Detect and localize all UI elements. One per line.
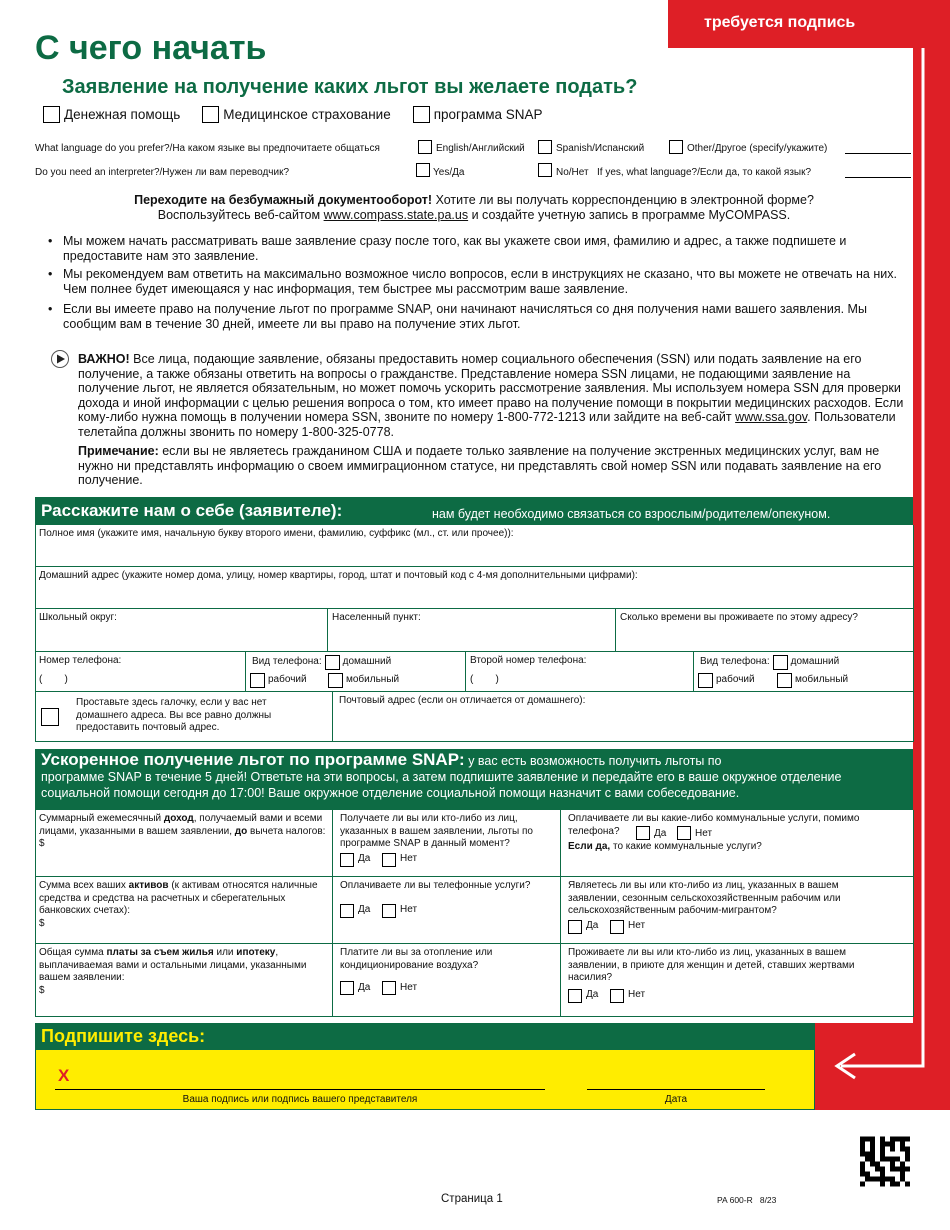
interpreter-language-question: If yes, what language?/Если да, то какой язык? [597,167,812,178]
phone-home-label: домашний [342,656,392,668]
utilities-question [568,813,898,838]
second-phone-home-checkbox[interactable] [773,655,788,670]
page-title: С чего начать [35,29,267,67]
interpreter-no-checkbox[interactable] [538,163,552,177]
paperless-text-1: Хотите ли вы получать корреспонденцию в электронной форме? [435,193,814,207]
no-home-address-cell [35,692,333,742]
mailing-address-field[interactable] [333,692,914,742]
how-long-field[interactable] [616,609,914,652]
compass-link[interactable]: www.compass.state.pa.us [323,207,469,222]
snap-assets-question [39,880,328,918]
q-rent-2: или [216,947,234,958]
paperless-notice [35,193,913,222]
shelter-question: Проживаете ли вы или кто-либо из лиц, указанных в вашем заявлении, в приюте для женщин и детей, ставших жертвами насилия? [568,947,855,983]
important-text: Все лица, подающие заявление, обязаны предоставить номер социального обеспечения (SSN) или подать заявление на его получение, а также обязаны ответить на вопросы о гражданстве. Представление номера SSN лицами, не подающими заявление на получение льгот, не является обязательным, но может помочь ускорить рассмотрение заявления. Мы используем номера SSN для проверки дохода и иной информации с целью решения вопроса о том, кто имеет право на получение помощи в покрытии медицинских расходов. Если кому-либо нужна помощь в получении номера SSN, звоните по номеру 1-800-772-1213 или зайдите на веб-сайт [78,352,904,424]
second-phone-work-checkbox[interactable] [698,673,713,688]
heating-cell [333,944,561,1017]
sign-header [35,1023,815,1050]
paperless-bold: Переходите на безбумажный документооборот! [134,193,433,207]
q-rent-1: Общая сумма [39,947,104,958]
no-home-address-checkbox[interactable] [41,708,59,726]
heating-yes-label: Да [358,981,371,993]
medical-insurance-label: Медицинское страхование [223,107,391,122]
note-paragraph [78,444,913,488]
mailing-address-label: Почтовый адрес (если он отличается от домашнего): [339,695,586,706]
phone-home-checkbox[interactable] [325,655,340,670]
play-arrow-icon [51,350,69,368]
date-label: Дата [664,1094,688,1105]
shelter-cell [561,944,914,1017]
interpreter-language-input[interactable] [845,164,911,178]
utilities-if-text: то какие коммунальные услуги? [612,841,762,852]
shelter-no-checkbox[interactable] [610,989,624,1003]
migrant-cell [561,877,914,944]
q-income-2: , получаемый вами и всеми лицами, указанными в вашем заявлении, [39,813,323,837]
snap-program-label: программа SNAP [433,107,543,122]
snap-rent-question [39,947,328,985]
interpreter-no-label: No/Нет [556,167,589,178]
heating-no-label: Нет [400,981,418,993]
signature-label: Ваша подпись или подпись вашего представителя [182,1094,418,1105]
snap-current-yes-checkbox[interactable] [340,853,354,867]
sign-title: Подпишите здесь: [41,1026,206,1046]
phone-services-yes-checkbox[interactable] [340,904,354,918]
qr-code-icon [860,1135,910,1188]
shelter-yes-label: Да [586,989,599,1001]
signature-required-text: требуется подпись [704,14,856,31]
ssa-link[interactable]: www.ssa.gov [735,410,808,424]
snap-current-cell [333,810,561,877]
q-income-b1: доход [163,813,194,824]
important-notice [78,352,913,439]
other-language-label: Other/Другое (specify/укажите) [687,143,828,154]
migrant-yes-checkbox[interactable] [568,920,582,934]
phone-mobile-label: мобильный [346,674,400,686]
phone-services-cell [333,877,561,944]
second-phone-type-cell [694,652,914,692]
medical-insurance-checkbox[interactable] [202,106,219,123]
school-district-field[interactable] [35,609,328,652]
rent-dollar: $ [39,984,45,996]
snap-title: Ускоренное получение льгот по программе SNAP: [41,750,465,769]
second-phone-mobile-label: мобильный [795,674,849,686]
snap-income-field[interactable] [35,810,333,877]
phone-field[interactable] [35,652,246,692]
spanish-label: Spanish/Испанский [556,143,645,154]
heating-no-checkbox[interactable] [382,981,396,995]
second-phone-work-label: рабочий [716,674,755,686]
city-field[interactable] [328,609,616,652]
paperless-text-3: и создайте учетную запись в программе MyCOMPASS. [471,207,791,222]
q-income-1: Суммарный ежемесячный [39,813,162,824]
full-name-field[interactable] [35,525,914,567]
phone-services-no-label: Нет [400,904,418,916]
migrant-no-label: Нет [628,920,646,932]
snap-income-question [39,813,328,838]
language-question: What language do you prefer?/На каком языке вы предпочитаете общаться [35,143,380,154]
english-label: English/Английский [436,143,525,154]
second-phone-home-label: домашний [790,656,840,668]
cash-assistance-checkbox[interactable] [43,106,60,123]
migrant-question: Являетесь ли вы или кто-либо из лиц, указанных в вашем заявлении, сезонным сельскохозяйственным рабочим или сельскохозяйственным рабочим-мигрантом? [568,880,841,916]
how-long-label: Сколько времени вы проживаете по этому адресу? [620,612,858,623]
second-phone-field[interactable] [466,652,694,692]
spanish-checkbox[interactable] [538,140,552,154]
phone-services-question: Оплачиваете ли вы телефонные услуги? [340,880,531,891]
english-checkbox[interactable] [418,140,432,154]
utilities-yes-label: Да [654,828,667,839]
utilities-no-label: Нет [695,828,713,839]
phone-work-checkbox[interactable] [250,673,265,688]
note-label: Примечание: [78,444,159,458]
second-phone-parens: ( ) [470,673,499,685]
phone-type-cell [246,652,466,692]
assets-dollar: $ [39,917,45,929]
snap-current-no-checkbox[interactable] [382,853,396,867]
snap-current-yes-label: Да [358,853,371,865]
other-language-checkbox[interactable] [669,140,683,154]
migrant-yes-label: Да [586,920,599,932]
heating-question: Платите ли вы за отопление или кондиционирование воздуха? [340,947,493,971]
full-name-label: Полное имя (укажите имя, начальную букву второго имени, фамилию, суффикс (мл., ст. или прочее)): [39,528,514,539]
page-number: Страница 1 [441,1193,503,1205]
phone-mobile-checkbox[interactable] [328,673,343,688]
second-phone-label: Второй номер телефона: [470,655,587,666]
form-code: PA 600-R 8/23 [717,1195,777,1205]
important-label: ВАЖНО! [78,352,130,366]
utilities-cell [561,810,914,877]
about-header [35,497,913,525]
snap-subtitle-1: у вас есть возможность получить льготы по [468,754,722,768]
cash-assistance-label: Денежная помощь [64,107,181,122]
q-rent-b1: платы за съем жилья [106,947,214,958]
about-title: Расскажите нам о себе (заявителе): [41,501,343,520]
phone-type-label: Вид телефона: [252,656,322,668]
phone-parens: ( ) [39,673,68,685]
q-rent-3: , выплачиваемая вами и остальными лицами, указанными вашем заявлении: [39,947,307,983]
other-language-input[interactable] [845,140,911,154]
heating-yes-checkbox[interactable] [340,981,354,995]
q-income-b2: до [234,825,248,837]
snap-current-question: Получаете ли вы или кто-либо из лиц, указанных в вашем заявлении, льготы по программе SNAP в данный момент? [340,813,533,849]
benefit-options [43,106,543,123]
utilities-yes-checkbox[interactable] [636,826,650,840]
signature-x: X [58,1066,70,1085]
utilities-if-bold: Если да, [568,841,611,852]
snap-subtitle-2: программе SNAP в течение 5 дней! Ответьте на эти вопросы, а затем подпишите заявление и передайте его в ваше окружное отделение [41,770,842,784]
interpreter-yes-checkbox[interactable] [416,163,430,177]
home-address-field[interactable] [35,567,914,609]
q-assets-2: (к активам относятся наличные средства и средства на расчетных и сберегательных банковских счетах): [39,880,318,916]
bullet-2: • Мы рекомендуем вам ответить на максимально возможное число вопросов, если в инструкциях не сказано, что вы можете не отвечать на них. Чем полнее будет имеющаяся у нас информация, тем быстрее мы рассмотрим ваше заявление. [63,267,913,297]
utilities-no-checkbox[interactable] [677,826,691,840]
benefits-question: Заявление на получение каких льгот вы желаете подать? [62,76,638,98]
home-address-label: Домашний адрес (укажите номер дома, улицу, номер квартиры, город, штат и почтовый код с 4-мя дополнительными цифрами): [39,570,638,581]
income-dollar: $ [39,838,45,849]
phone-work-label: рабочий [268,674,307,686]
interpreter-question: Do you need an interpreter?/Нужен ли вам переводчик? [35,167,290,178]
paperless-text-2: Воспользуйтесь веб-сайтом [157,207,321,222]
school-district-label: Школьный округ: [39,612,117,623]
shelter-no-label: Нет [628,989,646,1001]
phone-services-no-checkbox[interactable] [382,904,396,918]
q-rent-b2: ипотеку [236,947,276,958]
second-phone-mobile-checkbox[interactable] [777,673,792,688]
date-line[interactable] [587,1089,765,1090]
city-label: Населенный пункт: [332,612,421,623]
about-subtitle: нам будет необходимо связаться со взрослым/родителем/опекуном. [432,507,831,521]
snap-rent-field[interactable] [35,944,333,1017]
snap-program-checkbox[interactable] [413,106,430,123]
q-assets-b: активов [128,880,169,891]
q-income-3: вычета налогов: [250,825,326,837]
migrant-no-checkbox[interactable] [610,920,624,934]
phone-label: Номер телефона: [39,655,122,666]
shelter-yes-checkbox[interactable] [568,989,582,1003]
bullet-3: • Если вы имеете право на получение льгот по программе SNAP, они начинают начисляться со дня получения нами вашего заявления. Мы сообщим вам в течение 30 дней, имеете ли вы право на получение этих льгот. [63,302,913,332]
interpreter-yes-label: Yes/Да [433,167,465,178]
snap-subtitle-3: социальной помощи сегодня до 17:00! Ваше окружное отделение социальной помощи назначит с вами собеседование. [41,786,740,800]
snap-header [35,749,913,810]
phone-services-yes-label: Да [358,904,371,916]
second-phone-type-label: Вид телефона: [700,656,770,668]
signature-line[interactable] [55,1089,545,1090]
important-text-end: . Пользователи телетайпа должны звонить по номеру 1-800-325-0778. [78,410,896,439]
no-home-address-label: Проставьте здесь галочку, если у вас нет домашнего адреса. Вы все равно должны предоставить почтовый адрес. [76,697,272,733]
bullet-1: • Мы можем начать рассматривать ваше заявление сразу после того, как вы укажете свои имя, фамилию и адрес, а также подпишете и предоставите нам это заявление. [63,234,913,264]
note-text: если вы не являетесь гражданином США и подаете только заявление на получение экстренных медицинских услуг, вам не нужно ни представлять информацию о своем иммиграционном статусе, ни представлять свой номер SSN или подавать заявление на его получение. [78,444,882,487]
snap-current-no-label: Нет [400,853,418,865]
q-assets-1: Сумма всех ваших [39,880,126,891]
utilities-question-text: Оплачиваете ли вы какие-либо коммунальные услуги, помимо телефона? [568,813,860,837]
snap-assets-field[interactable] [35,877,333,944]
